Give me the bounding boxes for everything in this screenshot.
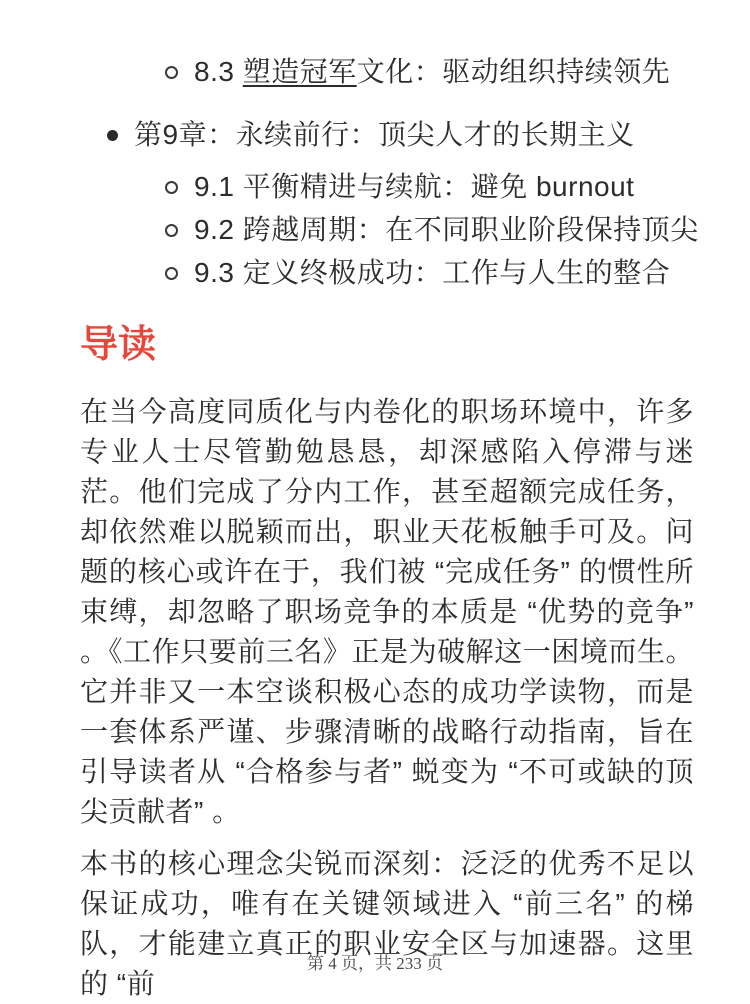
bullet-hollow-icon (165, 181, 178, 194)
toc-item-label: 9.1 平衡精进与续航：避免 burnout (194, 171, 635, 202)
toc-item-chapter-9 (107, 116, 750, 154)
table-of-contents (0, 0, 750, 292)
section-heading: 导读 (80, 324, 157, 366)
toc-item-label (194, 53, 670, 91)
toc-link-8-3[interactable]: 塑造冠军 (242, 56, 357, 87)
toc-item-9-1 (165, 168, 750, 206)
toc-item-label: 第9章：永续前行：顶尖人才的长期主义 (134, 119, 635, 150)
toc-item-8-3 (165, 53, 750, 91)
intro-paragraph-1: 在当今高度同质化与内卷化的职场环境中，许多专业人士尽管勤勉恳恳，却深感陷入停滞与迷茫。他们完成了分内工作，甚至超额完成任务，却依然难以脱颖而出，职业天花板触手可及。问题的核心或许在于，我们被 “完成任务” 的惯性所束缚，却忽略了职场竞争的本质是 “优势的竞争” 。《工作只要前三名》正是为破解这一困境而生。它并非又一本空谈积极心态的成功学读物，而是一套体系严谨、步骤清晰的战略行动指南，旨在引导读者从 “合格参与者” 蜕变为 “不可或缺的顶尖贡献者” 。 (80, 396, 694, 827)
bullet-hollow-icon (165, 66, 178, 79)
toc-item-9-2 (165, 211, 750, 249)
bullet-hollow-icon (165, 224, 178, 237)
toc-item-label: 9.2 跨越周期：在不同职业阶段保持顶尖 (194, 214, 699, 245)
page-number-indicator: 第 4 页，共 233 页 (307, 954, 443, 973)
toc-item-label: 9.3 定义终极成功：工作与人生的整合 (194, 257, 671, 288)
toc-item-8-3-suffix: 文化：驱动组织持续领先 (356, 56, 671, 87)
bullet-filled-icon (107, 130, 118, 141)
bullet-hollow-icon (165, 267, 178, 280)
toc-item-8-3-prefix: 8.3 (194, 56, 243, 87)
intro-paragraph-2: 本书的核心理念尖锐而深刻：泛泛的优秀不足以保证成功，唯有在关键领域进入 “前三名” 的梯队，才能建立真正的职业安全区与加速器。这里的 “前 (80, 848, 694, 999)
toc-item-9-3 (165, 254, 750, 292)
